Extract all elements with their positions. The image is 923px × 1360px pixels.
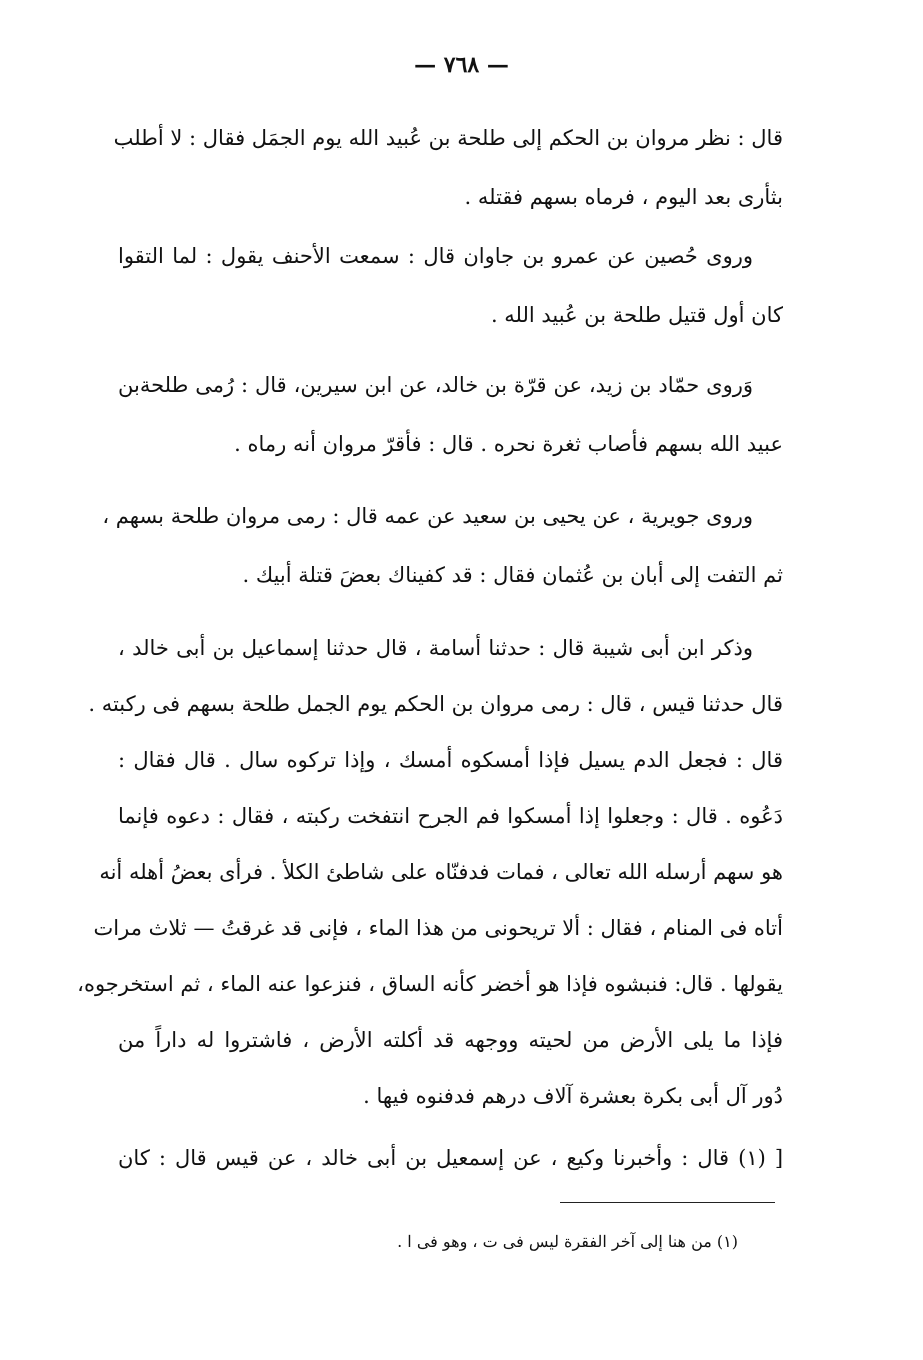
text-line: دُور آل أبى بكرة بعشرة آلاف درهم فدفنوه فيها . [363, 1084, 783, 1108]
text-line: ثم التفت إلى أبان بن عُثمان فقال : قد كفيناك بعضَ قتلة أبيك . [242, 563, 783, 587]
text-line: وذكر ابن أبى شيبة قال : حدثنا أسامة ، قال حدثنا إسماعيل بن أبى خالد ، [118, 636, 753, 660]
text-line: وَروى حمّاد بن زيد، عن قرّة بن خالد، عن ابن سيرين، قال : رُمى طلحةبن [118, 373, 753, 397]
text-line: قال حدثنا قيس ، قال : رمى مروان بن الحكم يوم الجمل طلحة بسهم فى ركبته . [88, 692, 783, 716]
text-line: وروى حُصين عن عمرو بن جاوان قال : سمعت الأحنف يقول : لما التقوا [118, 244, 753, 268]
text-line: فإذا ما يلى الأرض من لحيته ووجهه قد أكلته الأرض ، فاشتروا له داراً من [118, 1028, 783, 1052]
text-line: كان أول قتيل طلحة بن عُبيد الله . [490, 303, 783, 327]
text-line: بثأرى بعد اليوم ، فرماه بسهم فقتله . [464, 185, 783, 209]
text-line: دَعُوه . قال : وجعلوا إذا أمسكوا فم الجرح انتفخت ركبته ، فقال : دعوه فإنما [118, 804, 783, 828]
text-line: هو سهم أرسله الله تعالى ، فمات فدفنّاه على شاطئ الكلأ . فرأى بعضُ أهله أنه [99, 860, 783, 884]
text-line: وروى جويرية ، عن يحيى بن سعيد عن عمه قال : رمى مروان طلحة بسهم ، [102, 504, 753, 528]
text-line: قال : فجعل الدم يسيل فإذا أمسكوه أمسك ، وإذا تركوه سال . قال فقال : [118, 748, 783, 772]
text-line: يقولها . قال: فنبشوه فإذا هو أخضر كأنه الساق ، فنزعوا عنه الماء ، ثم استخرجوه، [77, 972, 783, 996]
text-line: عبيد الله بسهم فأصاب ثغرة نحره . قال : فأقرّ مروان أنه رماه . [234, 432, 783, 456]
footnote-divider [560, 1202, 775, 1203]
text-line: أتاه فى المنام ، فقال : ألا تريحونى من هذا الماء ، فإنى قد غرقتُ — ثلاث مرات [93, 916, 783, 940]
page-number: — ٧٦٨ — [414, 52, 509, 78]
text-line: [ (١) قال : وأخبرنا وكيع ، عن إسمعيل بن أبى خالد ، عن قيس قال : كان [118, 1146, 784, 1170]
footnote: (١) من هنا إلى آخر الفقرة ليس فى ت ، وهو فى ا . [397, 1232, 738, 1251]
text-line: قال : نظر مروان بن الحكم إلى طلحة بن عُبيد الله يوم الجمَل فقال : لا أطلب [113, 126, 783, 150]
